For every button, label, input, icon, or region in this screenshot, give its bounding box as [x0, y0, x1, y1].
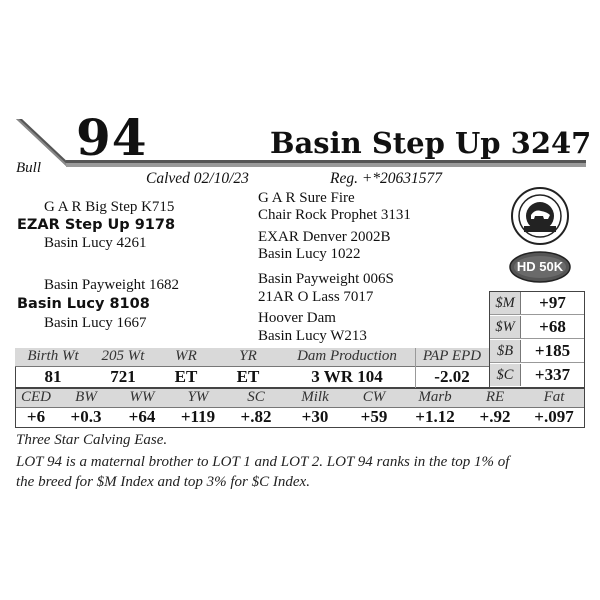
hd50k-badge — [508, 250, 572, 284]
dam-dam-sire: Hoover Dam — [258, 310, 336, 326]
epd-header: CED — [21, 389, 51, 405]
sex-label: Bull — [16, 160, 41, 176]
lot-note-line: the breed for $M Index and top 3% for $C Index. — [16, 474, 310, 490]
epd-value: +30 — [301, 407, 329, 426]
index-value: +337 — [534, 365, 571, 384]
index-row — [490, 292, 584, 315]
epd-value: +59 — [360, 407, 388, 426]
dam-sire: Basin Payweight 1682 — [44, 277, 179, 293]
sire-sire-dam: Chair Rock Prophet 3131 — [258, 207, 411, 223]
epd-value: +6 — [26, 407, 46, 426]
calving-ease-note: Three Star Calving Ease. — [16, 432, 168, 448]
perf-header: Birth Wt — [27, 348, 79, 364]
perf-value: ET — [236, 367, 260, 386]
perf-header: YR — [239, 348, 257, 364]
lot-number: 94 — [76, 108, 148, 167]
epd-header: WW — [129, 389, 155, 405]
index-row — [490, 364, 584, 386]
epd-value: +.92 — [479, 407, 511, 426]
index-label: $M — [490, 292, 521, 314]
sire-dam: Basin Lucy 4261 — [44, 235, 147, 251]
calved-date: Calved 02/10/23 — [146, 170, 249, 187]
epd-header: Fat — [543, 389, 565, 405]
sire-sire: G A R Big Step K715 — [44, 199, 175, 215]
dam: Basin Lucy 8108 — [17, 296, 150, 312]
animal-name: Basin Step Up 3247 — [270, 126, 592, 160]
epd-header: RE — [485, 389, 505, 405]
index-value: +97 — [539, 293, 566, 312]
dam-dam-dam: Basin Lucy W213 — [258, 328, 367, 344]
header-rule — [0, 0, 600, 200]
epd-header: SC — [247, 389, 265, 405]
epd-value: +.82 — [240, 407, 272, 426]
certified-angus-beef-logo — [510, 186, 570, 246]
epd-header: Milk — [301, 389, 329, 405]
sire-sire-sire: G A R Sure Fire — [258, 190, 355, 206]
dam-dam: Basin Lucy 1667 — [44, 315, 147, 331]
perf-header: PAP EPD — [422, 348, 482, 364]
epd-value: +64 — [128, 407, 156, 426]
hd50k-label: HD 50K — [516, 259, 564, 274]
lot-note-line: LOT 94 is a maternal brother to LOT 1 and LOT 2. LOT 94 ranks in the top 1% of — [16, 454, 510, 470]
perf-header: WR — [175, 348, 197, 364]
index-value: +68 — [539, 317, 566, 336]
index-value: +185 — [534, 341, 571, 360]
epd-header: YW — [187, 389, 209, 405]
sire-dam-sire: EXAR Denver 2002B — [258, 229, 391, 245]
perf-header: 205 Wt — [101, 348, 145, 364]
epd-value: +.097 — [534, 407, 574, 426]
registration-number: Reg. +*20631577 — [330, 170, 443, 187]
perf-value: 3 WR 104 — [311, 367, 383, 386]
perf-value: 81 — [44, 367, 62, 386]
perf-value: -2.02 — [434, 367, 470, 386]
epd-header: Marb — [418, 389, 452, 405]
sire-dam-dam: Basin Lucy 1022 — [258, 246, 361, 262]
index-row — [490, 340, 584, 363]
index-label: $W — [490, 316, 521, 338]
index-label: $C — [490, 364, 521, 386]
dam-sire-sire: Basin Payweight 006S — [258, 271, 394, 287]
epd-value: +119 — [180, 407, 216, 426]
dam-sire-dam: 21AR O Lass 7017 — [258, 289, 374, 305]
epd-value: +0.3 — [70, 407, 102, 426]
perf-value: ET — [174, 367, 198, 386]
sire: EZAR Step Up 9178 — [17, 217, 176, 233]
perf-header: Dam Production — [297, 348, 397, 364]
index-row — [490, 316, 584, 339]
perf-value: 721 — [110, 367, 136, 386]
epd-value: +1.12 — [415, 407, 455, 426]
epd-header: CW — [362, 389, 386, 405]
epd-header: BW — [75, 389, 97, 405]
index-label: $B — [490, 340, 521, 362]
